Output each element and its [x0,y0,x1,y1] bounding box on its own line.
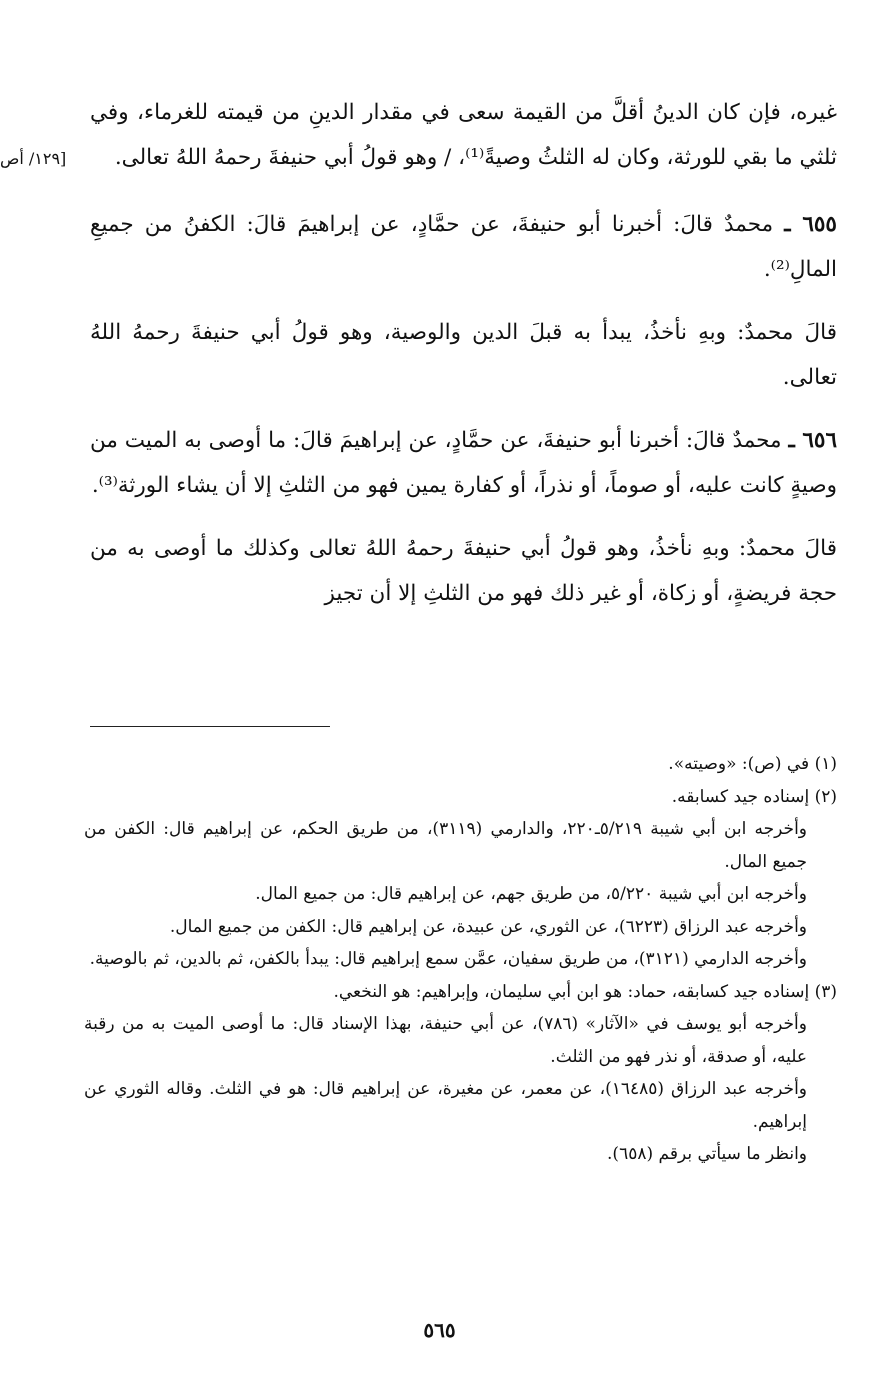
paragraph [90,310,837,400]
paragraph-text: قالَ محمدٌ: وبهِ نأخذُ، يبدأ به قبلَ الدين والوصية، وهو قولُ أبي حنيفةَ رحمهُ اللهُ تعالى. [90,320,837,390]
footnotes [84,748,837,1171]
footnote-detail: وأخرجه عبد الرزاق (١٦٤٨٥)، عن معمر، عن مغيرة، عن إبراهيم قال: هو في الثلث. وقاله الثوري عن إبراهيم. [84,1079,807,1132]
paragraph [90,418,837,508]
footnote-detail: وأخرجه ابن أبي شيبة ٥/٢١٩ـ٢٢٠، والدارمي (٣١١٩)، من طريق الحكم، عن إبراهيم قال: الكفن من جميع المال. [84,819,807,872]
paragraph-text: غيره، فإن كان الدينُ أقلَّ من القيمة سعى في مقدار الدينِ من قيمته للغرماء، وفي ثلثي ما بقي للورثة، وكان له الثلثُ وصيةً⁽¹⁾، / وهو قولُ أبي حنيفةَ رحمهُ اللهُ تعالى. [90,100,837,170]
hadith-number: ٦٥٥ ـ [784,212,837,237]
paragraph [90,202,837,292]
footnote: (١) في (ص): «وصيته». [668,754,837,774]
footnote-detail: وأخرجه أبو يوسف في «الآثار» (٧٨٦)، عن أبي حنيفة، بهذا الإسناد قال: ما أوصى الميت به من رقبة عليه، أو صدقة، أو نذر فهو من الثلث. [84,1014,807,1067]
page-number: ٥٦٥ [423,1318,456,1342]
paragraph [90,526,837,616]
footnote: (٢) إسناده جيد كسابقه. [671,786,837,807]
footnote: (٣) إسناده جيد كسابقه، حماد: هو ابن أبي سليمان، وإبراهيم: هو النخعي. [333,981,837,1002]
footnote-detail: وأخرجه الدارمي (٣١٢١)، من طريق سفيان، عمَّن سمع إبراهيم قال: يبدأ بالكفن، ثم بالدين، ثم بالوصية. [89,949,807,969]
main-text [90,90,837,634]
footnote-detail: وانظر ما سيأتي برقم (٦٥٨). [607,1144,807,1164]
paragraph-text: محمدٌ قالَ: أخبرنا أبو حنيفةَ، عن حمَّادٍ، عن إبراهيمَ قالَ: ما أوصى به الميت من وصيةٍ كانت عليه، أو صوماً، أو نذراً، أو كفارة يمين فهو من الثلثِ إلا أن يشاء الورثة⁽³⁾. [90,428,837,498]
footnote-detail: وأخرجه ابن أبي شيبة ٥/٢٢٠، من طريق جهم، عن إبراهيم قال: من جميع المال. [255,884,807,904]
footnote-divider [90,726,330,727]
margin-manuscript-note: [١٢٩/ أص [0,149,67,168]
hadith-number: ٦٥٦ ـ [788,428,837,453]
paragraph-text: قالَ محمدٌ: وبهِ نأخذُ، وهو قولُ أبي حنيفةَ رحمهُ اللهُ تعالى وكذلك ما أوصى به من حجة فريضةٍ، أو زكاة، أو غير ذلك فهو من الثلثِ إلا أن تجيز [90,536,837,606]
paragraph-text: محمدٌ قالَ: أخبرنا أبو حنيفةَ، عن حمَّادٍ، عن إبراهيمَ قالَ: الكفنُ من جميعِ المالِ⁽²⁾. [90,212,837,282]
footnote-detail: وأخرجه عبد الرزاق (٦٢٢٣)، عن الثوري، عن عبيدة، عن إبراهيم قال: الكفن من جميع المال. [169,916,807,937]
paragraph [90,90,837,180]
